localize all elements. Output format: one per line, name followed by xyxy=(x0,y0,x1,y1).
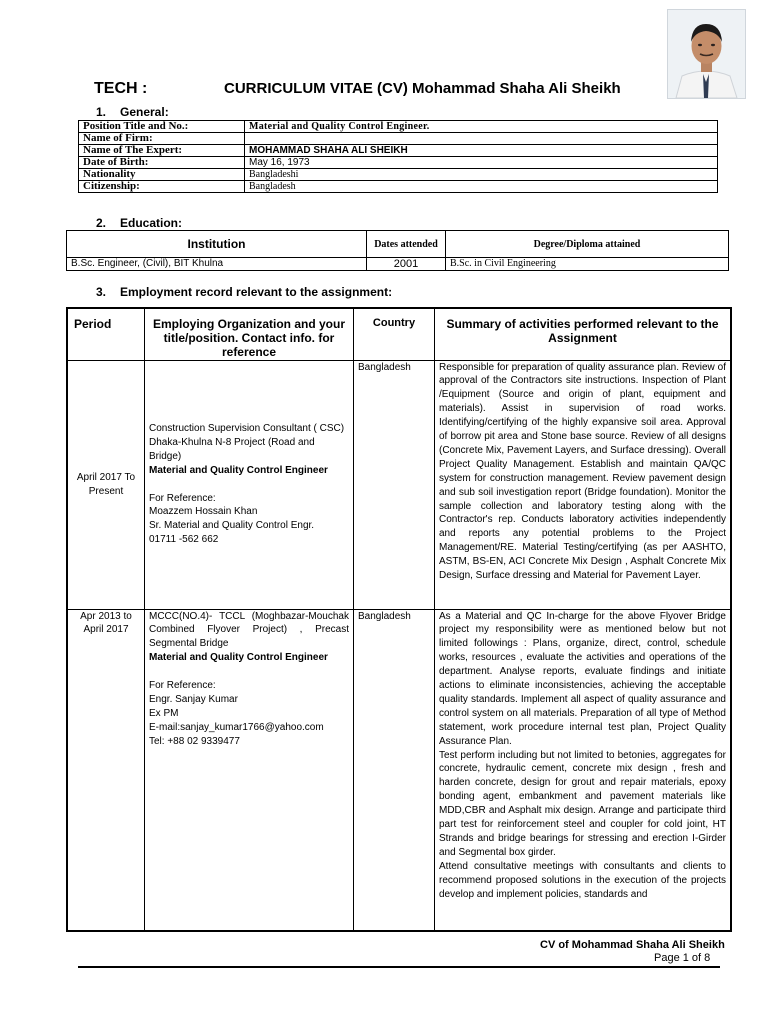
employment-summary-paragraph: Attend consultative meetings with consultants and clients to recommend proposed solutions in the execution of the projects develop and implement policies, standards and xyxy=(439,860,726,900)
education-degree: B.Sc. in Civil Engineering xyxy=(446,258,729,271)
employment-org-name: MCCC(NO.4)- TCCL (Moghbazar-Mouchak Combined Flyover Project) , Precast Segmental Bridge xyxy=(149,610,349,650)
general-value: Bangladesh xyxy=(245,181,718,193)
general-key: Nationality xyxy=(79,169,245,181)
footer-divider xyxy=(78,966,720,968)
education-col-dates: Dates attended xyxy=(367,231,446,258)
employment-heading xyxy=(96,285,392,299)
employment-ref-label: For Reference: xyxy=(149,492,216,504)
employment-country: Bangladesh xyxy=(354,609,435,931)
employment-org-title: Material and Quality Control Engineer xyxy=(149,652,328,664)
expert-photo xyxy=(667,9,746,99)
employment-summary-paragraph: Test perform including but not limited to betonies, aggregates for concrete, hydraulic cement, concrete mix design , fresh and harden concrete, design for grout and repair materials, epoxy bonding agent, embankment and pavement materials like MDD,CBR and Asphalt mix design. Arrange and participate third part test for reinforcement steel and coupler for cold joint, HT Strands and bridge bearings for stressing and erection I-Girder and Segmental box girder. xyxy=(439,749,726,858)
employment-summary: Responsible for preparation of quality assurance plan. Review of approval of the Contractors site instructions. Inspection of Plant /Equipment (Source and origin of plant, equipment and materials). Assist in supervision of road works. Identifying/certifying of the highly expansive soil area. Approval of borrow pit area and Stone base source. Review of all designs (Concrete Mix, Pavement Layers, and Surface dressing). Overall Project Quality Management. Establish and maintain QA/QC system for construction management. Review pavement design and sub soil investigation report (Bridge foundation). Monitor the sample collection and laboratory testing along with the Contractor's rep. Conducts laboratory activities independently and reports any potential problems to the Project Management/RE. Material Testing/certifying (as per AASHTO, ASTM, BS-EN, ACI Concrete Mix Design , Asphalt Concrete Mix Design, Surface dressing and Material for Pavement Layer. xyxy=(435,360,732,609)
employment-org xyxy=(145,360,354,609)
employment-ref-email: E-mail:sanjay_kumar1766@yahoo.com xyxy=(149,721,324,733)
general-row xyxy=(79,169,718,181)
employment-row xyxy=(67,360,731,609)
employment-org-title: Material and Quality Control Engineer xyxy=(149,464,328,476)
general-row xyxy=(79,145,718,157)
general-heading-num: 1. xyxy=(96,105,107,119)
general-key: Date of Birth: xyxy=(79,157,245,169)
employment-heading-text: Employment record relevant to the assignment: xyxy=(120,285,393,299)
general-heading xyxy=(96,105,169,119)
employment-summary-paragraph: As a Material and QC In-charge for the above Flyover Bridge project my responsibility were as mentioned below but not limited followings : Plans, organize, direct, control, schedule works, resources , evaluate the activities and operations of the department. Analyse reports, evaluate findings and initiate actions to eliminate inconsistencies, achieving the acceptable quality standards. Implement all aspect of quality assurance and control system on all materials. Preparation of all type of Method statement, work procedure internal test plan, Project Quality Assurance Plan. xyxy=(439,610,726,747)
education-col-degree: Degree/Diploma attained xyxy=(446,231,729,258)
education-heading-num: 2. xyxy=(96,216,107,230)
general-value: Bangladeshi xyxy=(245,169,718,181)
general-row xyxy=(79,157,718,169)
general-row xyxy=(79,133,718,145)
general-value: MOHAMMAD SHAHA ALI SHEIKH xyxy=(245,145,718,157)
employment-ref-phone: 01711 -562 662 xyxy=(149,534,219,546)
employment-table xyxy=(66,307,732,932)
employment-ref-title: Sr. Material and Quality Control Engr. xyxy=(149,520,315,532)
footer-cv-of: CV of Mohammad Shaha Ali Sheikh xyxy=(540,939,725,951)
employment-ref-phone: Tel: +88 02 9339477 xyxy=(149,735,240,747)
general-key: Name of The Expert: xyxy=(79,145,245,157)
employment-ref-name: Engr. Sanjay Kumar xyxy=(149,694,238,706)
education-row xyxy=(67,258,729,271)
general-row xyxy=(79,121,718,133)
employment-col-country: Country xyxy=(354,308,435,360)
general-value: May 16, 1973 xyxy=(245,157,718,169)
education-heading-text: Education: xyxy=(120,216,182,230)
employment-ref-name: Moazzem Hossain Khan xyxy=(149,506,258,518)
education-institution: B.Sc. Engineer, (Civil), BIT Khulna xyxy=(67,258,367,271)
employment-org-name: Construction Supervision Consultant ( CSC) Dhaka-Khulna N-8 Project (Road and Bridge) xyxy=(149,422,345,462)
employment-period: Apr 2013 to April 2017 xyxy=(67,609,145,931)
general-row xyxy=(79,181,718,193)
education-table xyxy=(66,230,729,271)
general-table xyxy=(78,120,718,193)
education-heading xyxy=(96,216,182,230)
general-key: Citizenship: xyxy=(79,181,245,193)
employment-col-summary: Summary of activities performed relevant to the Assignment xyxy=(435,308,732,360)
employment-period: April 2017 To Present xyxy=(67,360,145,609)
tech-label: TECH : xyxy=(94,80,148,97)
employment-ref-title: Ex PM xyxy=(149,707,179,719)
employment-row xyxy=(67,609,731,931)
general-value: Material and Quality Control Engineer. xyxy=(245,121,718,133)
employment-col-org: Employing Organization and your title/position. Contact info. for reference xyxy=(145,308,354,360)
employment-country: Bangladesh xyxy=(354,360,435,609)
employment-ref-label: For Reference: xyxy=(149,680,216,692)
education-col-institution: Institution xyxy=(67,231,367,258)
employment-heading-num: 3. xyxy=(96,285,107,299)
general-key: Position Title and No.: xyxy=(79,121,245,133)
employment-header-row xyxy=(67,308,731,360)
footer-page-number: Page 1 of 8 xyxy=(654,952,711,964)
general-key: Name of Firm: xyxy=(79,133,245,145)
education-dates: 2001 xyxy=(367,258,446,271)
employment-org xyxy=(145,609,354,931)
cv-title: CURRICULUM VITAE (CV) Mohammad Shaha Ali Sheikh xyxy=(224,80,621,97)
general-value xyxy=(245,133,718,145)
employment-summary xyxy=(435,609,732,931)
general-heading-text: General: xyxy=(120,105,169,119)
employment-col-period: Period xyxy=(67,308,145,360)
education-header-row xyxy=(67,231,729,258)
